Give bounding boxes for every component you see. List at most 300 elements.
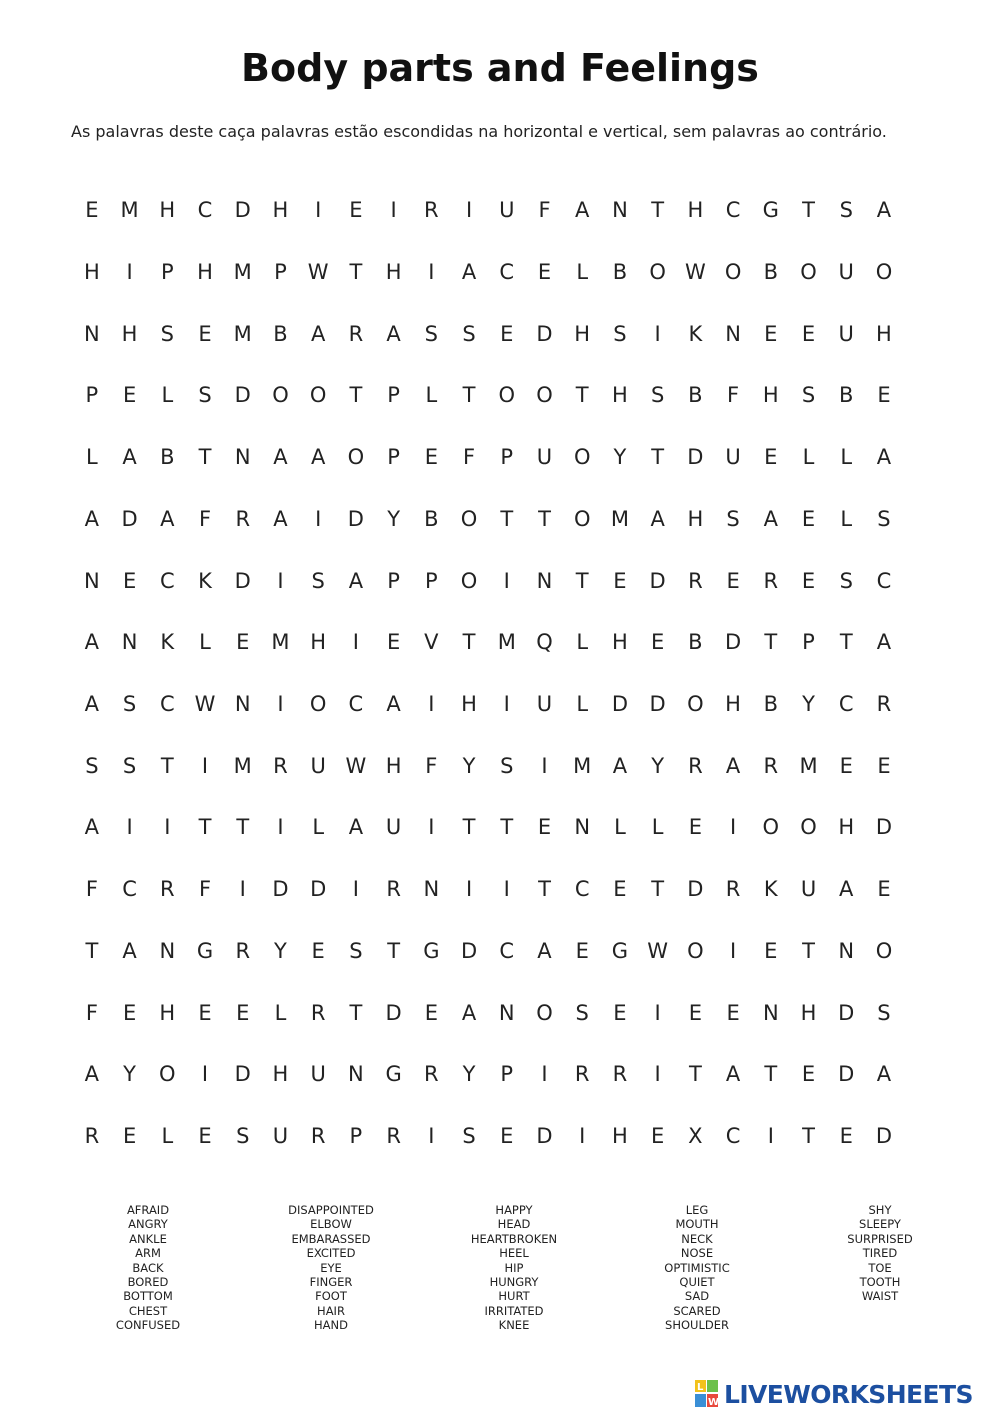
grid-cell[interactable]: O xyxy=(347,445,365,469)
grid-cell[interactable]: S xyxy=(424,322,438,346)
grid-cell[interactable]: L xyxy=(274,1001,287,1025)
grid-cell[interactable]: A xyxy=(84,1062,100,1086)
grid-cell[interactable]: A xyxy=(876,445,892,469)
grid-cell[interactable]: S xyxy=(500,754,514,778)
grid-cell[interactable]: A xyxy=(84,692,100,716)
grid-cell[interactable]: S xyxy=(650,383,665,407)
grid-cell[interactable]: L xyxy=(425,383,438,407)
grid-cell[interactable]: Y xyxy=(387,507,401,531)
grid-cell[interactable]: A xyxy=(461,260,477,284)
grid-cell[interactable]: E xyxy=(236,1001,250,1025)
grid-cell[interactable]: T xyxy=(198,815,212,839)
grid-cell[interactable]: I xyxy=(390,198,397,222)
grid-cell[interactable]: H xyxy=(272,198,289,222)
grid-cell[interactable]: F xyxy=(727,383,740,407)
grid-cell[interactable]: E xyxy=(198,322,212,346)
grid-cell[interactable]: B xyxy=(763,260,778,284)
grid-cell[interactable]: T xyxy=(500,815,514,839)
grid-cell[interactable]: N xyxy=(574,815,591,839)
grid-cell[interactable]: D xyxy=(724,630,742,654)
grid-cell[interactable]: N xyxy=(234,445,251,469)
grid-cell[interactable]: U xyxy=(310,754,326,778)
grid-cell[interactable]: N xyxy=(536,569,553,593)
grid-cell[interactable]: E xyxy=(613,877,627,901)
grid-cell[interactable]: O xyxy=(272,383,289,407)
grid-cell[interactable]: A xyxy=(273,445,288,469)
grid-cell[interactable]: D xyxy=(687,445,704,469)
grid-cell[interactable]: R xyxy=(386,1124,401,1148)
grid-cell[interactable]: R xyxy=(310,1001,326,1025)
grid-cell[interactable]: E xyxy=(801,322,816,346)
grid-cell[interactable]: A xyxy=(348,569,364,593)
grid-cell[interactable]: H xyxy=(159,1001,176,1025)
grid-cell[interactable]: W xyxy=(194,692,216,716)
grid-cell[interactable]: N xyxy=(725,322,741,346)
grid-cell[interactable]: E xyxy=(764,445,778,469)
grid-cell[interactable]: A xyxy=(122,939,137,963)
grid-cell[interactable]: W xyxy=(647,939,669,963)
grid-cell[interactable]: E xyxy=(575,939,589,963)
grid-cell[interactable]: R xyxy=(612,1062,628,1086)
grid-cell[interactable]: E xyxy=(122,1124,137,1148)
grid-cell[interactable]: F xyxy=(85,1001,98,1025)
grid-cell[interactable]: U xyxy=(838,322,854,346)
grid-cell[interactable]: T xyxy=(575,383,589,407)
grid-cell[interactable]: T xyxy=(160,754,174,778)
grid-cell[interactable]: A xyxy=(725,754,741,778)
grid-cell[interactable]: O xyxy=(460,507,478,531)
grid-cell[interactable]: U xyxy=(499,198,515,222)
grid-cell[interactable]: E xyxy=(877,754,891,778)
grid-cell[interactable]: I xyxy=(352,877,359,901)
grid-cell[interactable]: H xyxy=(838,815,855,839)
grid-cell[interactable]: S xyxy=(575,1001,589,1025)
grid-cell[interactable]: L xyxy=(161,1124,174,1148)
grid-cell[interactable]: R xyxy=(574,1062,590,1086)
grid-cell[interactable]: I xyxy=(654,1001,661,1025)
grid-cell[interactable]: O xyxy=(875,260,893,284)
grid-cell[interactable]: H xyxy=(461,692,477,716)
grid-cell[interactable]: E xyxy=(386,630,401,654)
grid-cell[interactable]: S xyxy=(198,383,212,407)
grid-cell[interactable]: I xyxy=(465,198,473,222)
grid-cell[interactable]: T xyxy=(349,383,363,407)
grid-cell[interactable]: A xyxy=(725,1062,741,1086)
grid-cell[interactable]: D xyxy=(649,692,666,716)
grid-cell[interactable]: R xyxy=(273,754,288,778)
grid-cell[interactable]: H xyxy=(272,1062,289,1086)
grid-cell[interactable]: L xyxy=(312,815,325,839)
grid-cell[interactable]: E xyxy=(764,322,778,346)
grid-cell[interactable]: A xyxy=(122,445,137,469)
grid-cell[interactable]: I xyxy=(164,815,171,839)
grid-cell[interactable]: I xyxy=(315,198,322,222)
grid-cell[interactable]: I xyxy=(428,260,435,284)
grid-cell[interactable]: T xyxy=(198,445,212,469)
grid-cell[interactable]: S xyxy=(122,692,137,716)
grid-cell[interactable]: N xyxy=(498,1001,515,1025)
grid-cell[interactable]: H xyxy=(612,383,628,407)
grid-cell[interactable]: O xyxy=(536,1001,553,1025)
grid-cell[interactable]: T xyxy=(802,939,815,963)
grid-cell[interactable]: L xyxy=(840,445,853,469)
grid-cell[interactable]: L xyxy=(576,630,589,654)
grid-cell[interactable]: E xyxy=(726,1001,740,1025)
grid-cell[interactable]: E xyxy=(198,1124,212,1148)
grid-cell[interactable]: C xyxy=(499,260,515,284)
grid-cell[interactable]: Q xyxy=(536,630,553,654)
grid-cell[interactable]: I xyxy=(239,877,246,901)
grid-cell[interactable]: K xyxy=(763,877,778,901)
grid-cell[interactable]: A xyxy=(763,507,778,531)
grid-cell[interactable]: K xyxy=(160,630,175,654)
grid-cell[interactable]: R xyxy=(424,1062,439,1086)
grid-cell[interactable]: T xyxy=(651,877,665,901)
grid-cell[interactable]: A xyxy=(84,507,100,531)
grid-cell[interactable]: N xyxy=(84,322,100,346)
grid-cell[interactable]: R xyxy=(688,754,703,778)
grid-cell[interactable]: A xyxy=(348,815,364,839)
grid-cell[interactable]: D xyxy=(234,1062,251,1086)
grid-cell[interactable]: C xyxy=(876,569,892,593)
grid-cell[interactable]: E xyxy=(688,1001,702,1025)
grid-cell[interactable]: T xyxy=(462,630,476,654)
grid-cell[interactable]: S xyxy=(122,754,137,778)
grid-cell[interactable]: S xyxy=(160,322,174,346)
grid-cell[interactable]: B xyxy=(763,692,778,716)
grid-cell[interactable]: I xyxy=(654,1062,661,1086)
grid-cell[interactable]: I xyxy=(315,507,322,531)
grid-cell[interactable]: U xyxy=(800,877,817,901)
grid-cell[interactable]: I xyxy=(352,630,359,654)
grid-cell[interactable]: N xyxy=(423,877,440,901)
grid-cell[interactable]: O xyxy=(460,569,478,593)
grid-cell[interactable]: R xyxy=(235,507,251,531)
grid-cell[interactable]: C xyxy=(499,939,515,963)
grid-cell[interactable]: I xyxy=(579,1124,586,1148)
grid-cell[interactable]: H xyxy=(385,754,402,778)
grid-cell[interactable]: E xyxy=(500,1124,514,1148)
grid-cell[interactable]: H xyxy=(197,260,213,284)
grid-cell[interactable]: P xyxy=(387,445,400,469)
grid-cell[interactable]: W xyxy=(345,754,367,778)
grid-cell[interactable]: A xyxy=(310,322,326,346)
grid-cell[interactable]: O xyxy=(309,383,327,407)
grid-cell[interactable]: P xyxy=(500,445,514,469)
grid-cell[interactable]: K xyxy=(688,322,703,346)
grid-cell[interactable]: T xyxy=(764,630,778,654)
grid-cell[interactable]: A xyxy=(386,322,401,346)
grid-cell[interactable]: C xyxy=(838,692,854,716)
grid-cell[interactable]: O xyxy=(309,692,327,716)
grid-cell[interactable]: O xyxy=(687,939,704,963)
grid-cell[interactable]: D xyxy=(611,692,628,716)
grid-cell[interactable]: N xyxy=(612,198,628,222)
grid-cell[interactable]: A xyxy=(876,630,892,654)
grid-cell[interactable]: W xyxy=(684,260,706,284)
grid-cell[interactable]: O xyxy=(649,260,666,284)
grid-cell[interactable]: R xyxy=(763,569,779,593)
grid-cell[interactable]: H xyxy=(310,630,327,654)
grid-cell[interactable]: B xyxy=(612,260,628,284)
grid-cell[interactable]: L xyxy=(840,507,853,531)
grid-cell[interactable]: T xyxy=(839,630,853,654)
grid-cell[interactable]: A xyxy=(273,507,288,531)
grid-cell[interactable]: S xyxy=(877,1001,891,1025)
grid-cell[interactable]: P xyxy=(802,630,815,654)
grid-cell[interactable]: L xyxy=(651,815,664,839)
grid-cell[interactable]: M xyxy=(799,754,818,778)
grid-cell[interactable]: D xyxy=(687,877,704,901)
grid-cell[interactable]: N xyxy=(838,939,855,963)
grid-cell[interactable]: H xyxy=(574,322,591,346)
grid-cell[interactable]: T xyxy=(538,877,551,901)
grid-cell[interactable]: A xyxy=(160,507,175,531)
grid-cell[interactable]: E xyxy=(537,815,552,839)
grid-cell[interactable]: M xyxy=(233,322,252,346)
grid-cell[interactable]: D xyxy=(536,1124,553,1148)
grid-cell[interactable]: C xyxy=(574,877,590,901)
grid-cell[interactable]: E xyxy=(688,815,702,839)
grid-cell[interactable]: A xyxy=(575,198,590,222)
grid-cell[interactable]: G xyxy=(423,939,440,963)
grid-cell[interactable]: H xyxy=(762,383,779,407)
grid-cell[interactable]: I xyxy=(126,260,133,284)
grid-cell[interactable]: O xyxy=(498,383,516,407)
grid-cell[interactable]: P xyxy=(85,383,99,407)
grid-cell[interactable]: C xyxy=(348,692,364,716)
grid-cell[interactable]: D xyxy=(536,322,553,346)
grid-cell[interactable]: C xyxy=(725,1124,741,1148)
grid-cell[interactable]: I xyxy=(729,815,737,839)
grid-cell[interactable]: D xyxy=(310,877,327,901)
grid-cell[interactable]: R xyxy=(688,569,703,593)
grid-cell[interactable]: A xyxy=(839,877,854,901)
grid-cell[interactable]: B xyxy=(273,322,288,346)
grid-cell[interactable]: S xyxy=(311,569,325,593)
grid-cell[interactable]: S xyxy=(877,507,891,531)
grid-cell[interactable]: B xyxy=(839,383,854,407)
grid-cell[interactable]: A xyxy=(386,692,401,716)
grid-cell[interactable]: A xyxy=(84,815,100,839)
grid-cell[interactable]: E xyxy=(877,383,891,407)
grid-cell[interactable]: T xyxy=(349,1001,363,1025)
grid-cell[interactable]: I xyxy=(428,1124,435,1148)
grid-cell[interactable]: O xyxy=(800,815,817,839)
grid-cell[interactable]: T xyxy=(575,569,589,593)
grid-cell[interactable]: F xyxy=(425,754,438,778)
grid-cell[interactable]: E xyxy=(839,1124,853,1148)
grid-cell[interactable]: D xyxy=(875,815,893,839)
grid-cell[interactable]: T xyxy=(688,1062,702,1086)
grid-cell[interactable]: S xyxy=(801,383,816,407)
grid-cell[interactable]: H xyxy=(687,198,704,222)
grid-cell[interactable]: R xyxy=(386,877,401,901)
grid-cell[interactable]: O xyxy=(536,383,553,407)
grid-cell[interactable]: T xyxy=(764,1062,778,1086)
grid-cell[interactable]: C xyxy=(159,569,175,593)
grid-cell[interactable]: D xyxy=(121,507,138,531)
grid-cell[interactable]: O xyxy=(573,445,591,469)
grid-cell[interactable]: L xyxy=(576,692,589,716)
grid-cell[interactable]: U xyxy=(536,445,553,469)
grid-cell[interactable]: V xyxy=(424,630,439,654)
grid-cell[interactable]: D xyxy=(234,198,251,222)
grid-cell[interactable]: S xyxy=(726,507,740,531)
grid-cell[interactable]: R xyxy=(424,198,439,222)
grid-cell[interactable]: T xyxy=(651,198,665,222)
grid-cell[interactable]: I xyxy=(729,939,737,963)
grid-cell[interactable]: I xyxy=(428,815,435,839)
grid-cell[interactable]: H xyxy=(612,630,628,654)
grid-cell[interactable]: A xyxy=(876,1062,892,1086)
grid-cell[interactable]: Y xyxy=(462,1062,476,1086)
grid-cell[interactable]: A xyxy=(84,630,100,654)
grid-cell[interactable]: S xyxy=(349,939,363,963)
grid-cell[interactable]: A xyxy=(461,1001,477,1025)
grid-cell[interactable]: M xyxy=(271,630,290,654)
grid-cell[interactable]: S xyxy=(839,569,853,593)
grid-cell[interactable]: E xyxy=(122,569,137,593)
grid-cell[interactable]: G xyxy=(196,939,214,963)
grid-cell[interactable]: E xyxy=(877,877,891,901)
grid-cell[interactable]: F xyxy=(198,877,212,901)
grid-cell[interactable]: U xyxy=(536,692,553,716)
grid-cell[interactable]: F xyxy=(538,198,551,222)
grid-cell[interactable]: A xyxy=(650,507,665,531)
grid-cell[interactable]: E xyxy=(500,322,514,346)
grid-cell[interactable]: Y xyxy=(123,1062,136,1086)
grid-cell[interactable]: A xyxy=(310,445,326,469)
grid-cell[interactable]: M xyxy=(610,507,629,531)
grid-cell[interactable]: F xyxy=(85,877,98,901)
grid-cell[interactable]: O xyxy=(687,692,704,716)
grid-cell[interactable]: I xyxy=(541,754,548,778)
grid-cell[interactable]: I xyxy=(767,1124,774,1148)
grid-cell[interactable]: T xyxy=(236,815,250,839)
grid-cell[interactable]: P xyxy=(387,569,400,593)
grid-cell[interactable]: R xyxy=(310,1124,326,1148)
grid-cell[interactable]: T xyxy=(802,198,815,222)
grid-cell[interactable]: M xyxy=(233,754,252,778)
grid-cell[interactable]: P xyxy=(349,1124,363,1148)
grid-cell[interactable]: M xyxy=(120,198,139,222)
grid-cell[interactable]: E xyxy=(801,569,816,593)
grid-cell[interactable]: O xyxy=(573,507,591,531)
grid-cell[interactable]: E xyxy=(349,198,363,222)
grid-cell[interactable]: B xyxy=(424,507,439,531)
grid-cell[interactable]: N xyxy=(348,1062,364,1086)
grid-cell[interactable]: R xyxy=(84,1124,100,1148)
grid-cell[interactable]: E xyxy=(236,630,250,654)
grid-cell[interactable]: P xyxy=(274,260,287,284)
grid-cell[interactable]: T xyxy=(500,507,514,531)
grid-cell[interactable]: F xyxy=(198,507,212,531)
grid-cell[interactable]: Y xyxy=(274,939,287,963)
grid-cell[interactable]: D xyxy=(272,877,289,901)
grid-cell[interactable]: U xyxy=(725,445,741,469)
grid-cell[interactable]: C xyxy=(197,198,213,222)
grid-cell[interactable]: R xyxy=(876,692,892,716)
grid-cell[interactable]: D xyxy=(649,569,666,593)
grid-cell[interactable]: R xyxy=(235,939,251,963)
grid-cell[interactable]: Y xyxy=(802,692,815,716)
grid-cell[interactable]: C xyxy=(725,198,741,222)
grid-cell[interactable]: I xyxy=(201,1062,209,1086)
grid-cell[interactable]: I xyxy=(277,692,284,716)
grid-cell[interactable]: I xyxy=(541,1062,548,1086)
grid-cell[interactable]: H xyxy=(121,322,138,346)
grid-cell[interactable]: N xyxy=(234,692,251,716)
grid-cell[interactable]: D xyxy=(234,569,251,593)
grid-cell[interactable]: R xyxy=(160,877,175,901)
grid-cell[interactable]: A xyxy=(876,198,892,222)
grid-cell[interactable]: C xyxy=(159,692,175,716)
grid-cell[interactable]: E xyxy=(726,569,740,593)
grid-cell[interactable]: S xyxy=(462,1124,476,1148)
grid-cell[interactable]: O xyxy=(159,1062,176,1086)
grid-cell[interactable]: H xyxy=(687,507,704,531)
grid-cell[interactable]: N xyxy=(762,1001,779,1025)
grid-cell[interactable]: I xyxy=(126,815,133,839)
grid-cell[interactable]: E xyxy=(613,569,627,593)
grid-cell[interactable]: I xyxy=(654,322,661,346)
grid-cell[interactable]: L xyxy=(802,445,815,469)
grid-cell[interactable]: E xyxy=(537,260,552,284)
grid-cell[interactable]: E xyxy=(839,754,853,778)
grid-cell[interactable]: H xyxy=(876,322,892,346)
grid-cell[interactable]: Y xyxy=(651,754,665,778)
grid-cell[interactable]: B xyxy=(688,630,703,654)
grid-cell[interactable]: N xyxy=(121,630,138,654)
grid-cell[interactable]: H xyxy=(725,692,741,716)
grid-cell[interactable]: X xyxy=(688,1124,703,1148)
grid-cell[interactable]: I xyxy=(465,877,473,901)
grid-cell[interactable]: R xyxy=(725,877,741,901)
grid-cell[interactable]: C xyxy=(122,877,137,901)
grid-cell[interactable]: I xyxy=(503,877,510,901)
grid-cell[interactable]: R xyxy=(763,754,779,778)
grid-cell[interactable]: A xyxy=(612,754,628,778)
grid-cell[interactable]: O xyxy=(724,260,742,284)
grid-cell[interactable]: L xyxy=(86,445,98,469)
grid-cell[interactable]: P xyxy=(387,383,400,407)
grid-cell[interactable]: W xyxy=(307,260,329,284)
grid-cell[interactable]: D xyxy=(385,1001,402,1025)
grid-cell[interactable]: T xyxy=(462,815,476,839)
grid-cell[interactable]: S xyxy=(462,322,476,346)
grid-cell[interactable]: E xyxy=(801,507,816,531)
grid-cell[interactable]: T xyxy=(85,939,99,963)
grid-cell[interactable]: G xyxy=(611,939,629,963)
grid-cell[interactable]: P xyxy=(500,1062,514,1086)
grid-cell[interactable]: B xyxy=(688,383,703,407)
grid-cell[interactable]: M xyxy=(573,754,592,778)
grid-cell[interactable]: R xyxy=(348,322,364,346)
grid-cell[interactable]: S xyxy=(839,198,853,222)
grid-cell[interactable]: E xyxy=(85,198,99,222)
grid-cell[interactable]: E xyxy=(122,383,137,407)
grid-cell[interactable]: D xyxy=(347,507,364,531)
grid-cell[interactable]: H xyxy=(800,1001,817,1025)
grid-cell[interactable]: E xyxy=(311,939,325,963)
grid-cell[interactable]: Y xyxy=(462,754,476,778)
grid-cell[interactable]: H xyxy=(612,1124,628,1148)
grid-cell[interactable]: P xyxy=(424,569,438,593)
grid-cell[interactable]: S xyxy=(236,1124,250,1148)
grid-cell[interactable]: D xyxy=(875,1124,893,1148)
grid-cell[interactable]: E xyxy=(122,1001,137,1025)
